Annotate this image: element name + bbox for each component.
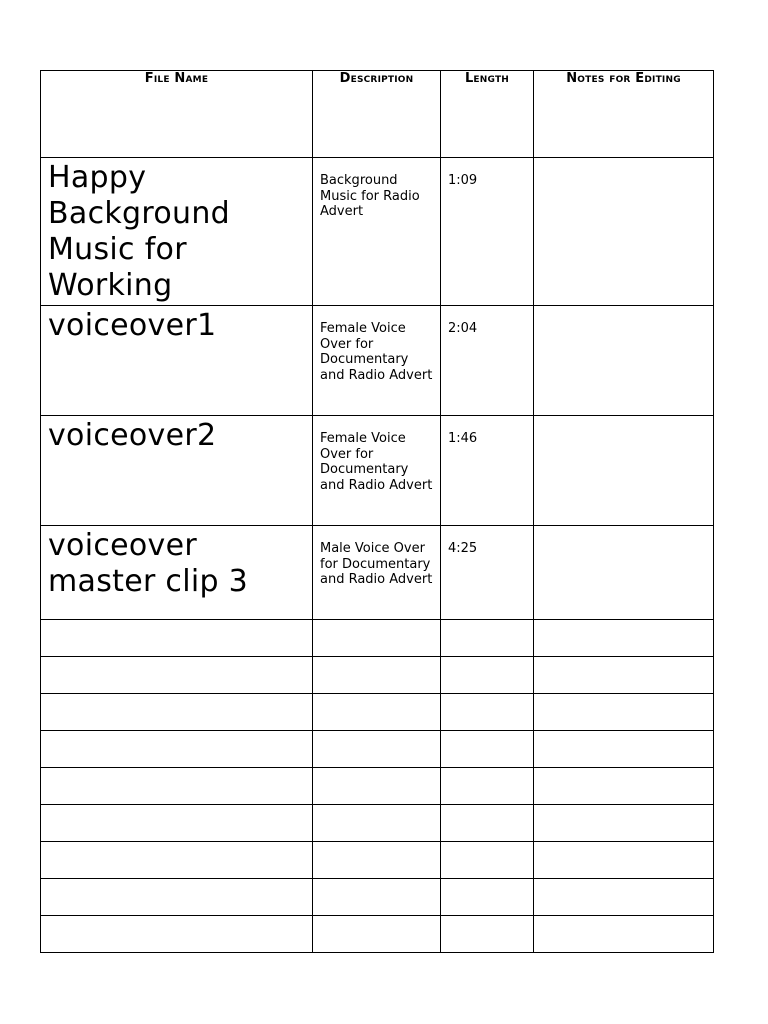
cell-file-name: [41, 526, 313, 620]
length-text: 2:04: [448, 321, 478, 336]
file-name-text: Happy Background Music for Working: [48, 160, 230, 303]
empty-row: [41, 694, 714, 731]
length-text: 4:25: [448, 541, 478, 556]
header-row: [41, 71, 714, 158]
notes-text: [534, 416, 713, 431]
empty-cell: [41, 916, 313, 953]
cell-notes: [534, 526, 714, 620]
empty-cell: [534, 805, 714, 842]
file-name-text: voiceover master clip 3: [48, 528, 249, 599]
empty-cell: [41, 694, 313, 731]
empty-cell: [441, 879, 534, 916]
description-text: Male Voice Over for Documentary and Radio Advert: [320, 541, 433, 587]
empty-cell: [41, 879, 313, 916]
empty-row: [41, 916, 714, 953]
empty-cell: [41, 768, 313, 805]
empty-cell: [313, 620, 441, 657]
empty-cell: [534, 694, 714, 731]
empty-cell: [313, 768, 441, 805]
cell-file-name: [41, 306, 313, 416]
cell-notes: [534, 416, 714, 526]
empty-cell: [534, 879, 714, 916]
cell-length: [441, 158, 534, 306]
empty-row: [41, 657, 714, 694]
description-text: Female Voice Over for Documentary and Radio Advert: [320, 431, 433, 493]
empty-cell: [441, 731, 534, 768]
empty-cell: [41, 657, 313, 694]
header-file-name: File Name: [41, 71, 313, 158]
file-name-text: voiceover2: [48, 418, 217, 453]
table-row: [41, 158, 714, 306]
empty-cell: [534, 731, 714, 768]
cell-description: [313, 306, 441, 416]
empty-cell: [534, 657, 714, 694]
header-notes: Notes for Editing: [534, 71, 714, 158]
cell-notes: [534, 158, 714, 306]
file-log-table: [40, 70, 714, 953]
empty-cell: [41, 620, 313, 657]
table-row: [41, 306, 714, 416]
empty-cell: [441, 694, 534, 731]
cell-length: [441, 526, 534, 620]
empty-cell: [441, 657, 534, 694]
cell-file-name: [41, 416, 313, 526]
empty-cell: [441, 805, 534, 842]
empty-cell: [534, 620, 714, 657]
empty-cell: [441, 620, 534, 657]
empty-cell: [313, 694, 441, 731]
empty-cell: [313, 879, 441, 916]
empty-cell: [41, 805, 313, 842]
length-text: 1:46: [448, 431, 478, 446]
cell-file-name: [41, 158, 313, 306]
empty-cell: [441, 768, 534, 805]
header-length: Length: [441, 71, 534, 158]
empty-cell: [313, 916, 441, 953]
cell-description: [313, 526, 441, 620]
empty-cell: [313, 842, 441, 879]
empty-cell: [41, 731, 313, 768]
empty-cell: [313, 657, 441, 694]
empty-cell: [441, 842, 534, 879]
cell-notes: [534, 306, 714, 416]
description-text: Background Music for Radio Advert: [320, 173, 420, 219]
table-row: [41, 526, 714, 620]
notes-text: [534, 306, 713, 321]
empty-cell: [441, 916, 534, 953]
empty-row: [41, 731, 714, 768]
description-text: Female Voice Over for Documentary and Radio Advert: [320, 321, 433, 383]
length-text: 1:09: [448, 173, 478, 188]
cell-length: [441, 416, 534, 526]
notes-text: [534, 526, 713, 541]
cell-length: [441, 306, 534, 416]
file-name-text: voiceover1: [48, 308, 217, 343]
empty-cell: [313, 731, 441, 768]
empty-row: [41, 842, 714, 879]
empty-row: [41, 805, 714, 842]
empty-cell: [313, 805, 441, 842]
empty-cell: [534, 842, 714, 879]
empty-cell: [41, 842, 313, 879]
empty-row: [41, 879, 714, 916]
table-row: [41, 416, 714, 526]
empty-row: [41, 620, 714, 657]
empty-cell: [534, 916, 714, 953]
empty-row: [41, 768, 714, 805]
cell-description: [313, 416, 441, 526]
cell-description: [313, 158, 441, 306]
notes-text: [534, 158, 713, 173]
empty-cell: [534, 768, 714, 805]
header-description: Description: [313, 71, 441, 158]
